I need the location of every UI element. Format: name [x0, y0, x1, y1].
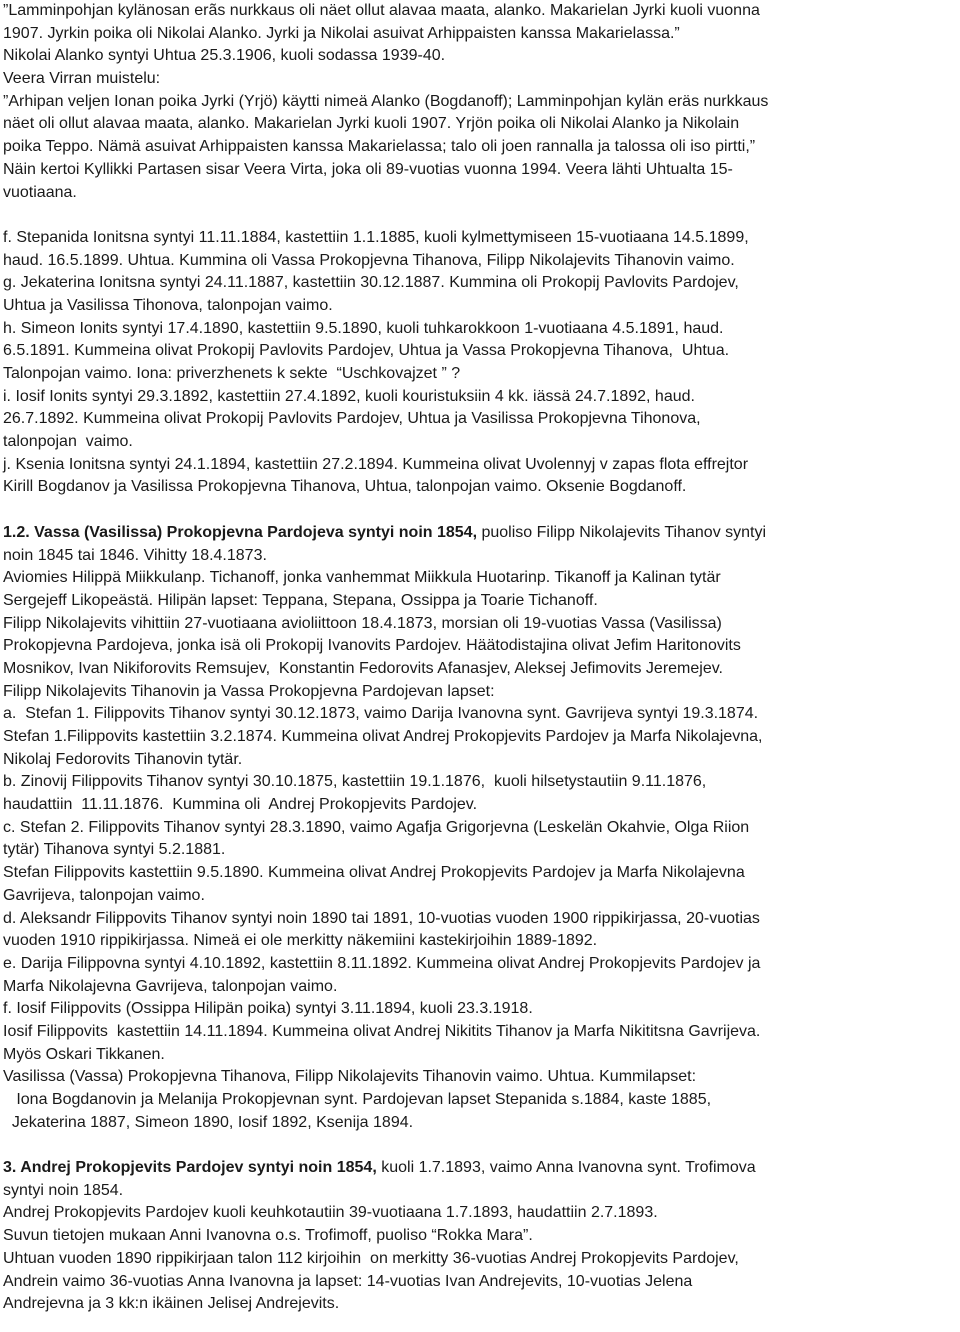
text-line [3, 862, 957, 885]
line-text: b. Zinovij Filippovits Tihanov syntyi 30.10.1875, kastettiin 19.1.1876, kuoli hilsetystautiin 9.11.1876, [3, 773, 707, 791]
line-text: 1907. Jyrkin poika oli Nikolai Alanko. Jyrki ja Nikolai asuivat Arhippaisten kanssa Makarielassa.” [3, 24, 680, 42]
line-text: Andrein vaimo 36-vuotias Anna Ivanovna ja lapset: 14-vuotias Ivan Andrejevits, 10-vuotias Jelena [3, 1272, 693, 1290]
text-line [3, 567, 957, 590]
text-line [3, 295, 957, 318]
line-text: Nikolaj Fedorovits Tihanovin tytär. [3, 750, 243, 768]
line-text: f. Iosif Filippovits (Ossippa Hilipän poika) syntyi 3.11.1894, kuoli 23.3.1918. [3, 1000, 533, 1018]
text-line [3, 998, 957, 1021]
text-line [3, 1089, 957, 1112]
text-line [3, 386, 957, 409]
line-text: Iona Bogdanovin ja Melanija Prokopjevnan synt. Pardojevan lapset Stepanida s.1884, kaste 1885, [3, 1091, 712, 1108]
line-text: Näin kertoi Kyllikki Partasen sisar Veera Virta, joka oli 89-vuotias vuonna 1994. Veera lähti Uhtualta 15- [3, 160, 733, 178]
text-line [3, 476, 957, 499]
line-text: Filipp Nikolajevits Tihanovin ja Vassa Prokopjevna Pardojevan lapset: [3, 682, 495, 700]
line-text: f. Stepanida Ionitsna syntyi 11.11.1884, kastettiin 1.1.1885, kuoli kylmettymiseen 15-vuotiaana 14.5.1899, [3, 228, 749, 246]
line-text: Nikolai Alanko syntyi Uhtua 25.3.1906, kuoli sodassa 1939-40. [3, 47, 446, 65]
line-text: h. Simeon Ionits syntyi 17.4.1890, kastettiin 9.5.1890, kuoli tuhkarokkoon 1-vuotiaana 4.5.1891, haud. [3, 319, 724, 337]
text-line [3, 749, 957, 772]
text-line [3, 45, 957, 68]
text-line [3, 272, 957, 295]
line-text: Iosif Filippovits kastettiin 14.11.1894. Kummeina olivat Andrej Nikitits Tihanov ja Marfa Nikititsna Gavrijeva. [3, 1022, 761, 1040]
text-line [3, 227, 957, 250]
text-line [3, 1202, 957, 1225]
line-text: Filipp Nikolajevits vihittiin 27-vuotiaana avioliittoon 18.4.1873, morsian oli 19-vuotias Vassa (Vasilissa) [3, 614, 722, 632]
text-line [3, 1066, 957, 1089]
text-line [3, 340, 957, 363]
line-text: ”Arhipan veljen Ionan poika Jyrki (Yrjö) käytti nimeä Alanko (Bogdanoff); Lamminpohjan kylän eräs nurkkaus [3, 92, 769, 110]
line-text: haud. 16.5.1899. Uhtua. Kummina oli Vassa Prokopjevna Tihanova, Filipp Nikolajevits Tihanovin vaimo. [3, 251, 735, 269]
text-line [3, 113, 957, 136]
line-text: noin 1845 tai 1846. Vihitty 18.4.1873. [3, 546, 267, 564]
line-text: poika Teppo. Nämä asuivat Arhippaisten kanssa Makarielassa; talo oli joen rannalla ja talossa oli iso pirtti,” [3, 138, 756, 156]
text-line [3, 431, 957, 454]
line-text: i. Iosif Ionits syntyi 29.3.1892, kastettiin 27.4.1892, kuoli kouristuksiin 4 kk. iässä 24.7.1892, haud. [3, 387, 695, 405]
text-line [3, 408, 957, 431]
line-text: 6.5.1891. Kummeina olivat Prokopij Pavlovits Pardojev, Uhtua ja Vassa Prokopjevna Tihanova, Uhtua. [3, 342, 730, 360]
document-page [3, 0, 957, 1316]
text-line [3, 1021, 957, 1044]
line-text: Veera Virran muistelu: [3, 70, 161, 88]
text-line [3, 703, 957, 726]
line-text: talonpojan vaimo. [3, 433, 133, 451]
text-line [3, 726, 957, 749]
text-line [3, 658, 957, 681]
line-text: d. Aleksandr Filippovits Tihanov syntyi noin 1890 tai 1891, 10-vuotias vuoden 1900 rippikirjassa, 20-vuotias [3, 909, 760, 927]
text-line [3, 1248, 957, 1271]
text-line [3, 885, 957, 908]
text-line [3, 363, 957, 386]
line-text: Uhtua ja Vasilissa Tihonova, talonpojan vaimo. [3, 296, 333, 314]
text-line [3, 839, 957, 862]
line-text: e. Darija Filippovna syntyi 4.10.1892, kastettiin 8.11.1892. Kummeina olivat Andrej Prokopjevits Pardojev ja [3, 954, 761, 972]
text-line [3, 1157, 957, 1180]
line-text: Suvun tietojen mukaan Anni Ivanovna o.s. Trofimoff, puoliso “Rokka Mara”. [3, 1227, 533, 1245]
line-text: Talonpojan vaimo. Iona: priverzhenets k sekte “Uschkovajzet ” ? [3, 365, 461, 382]
line-text: kuoli 1.7.1893, vaimo Anna Ivanovna synt. Trofimova [376, 1159, 756, 1177]
line-text: Aviomies Hilippä Miikkulanp. Tichanoff, jonka vanhemmat Miikkula Huotarinp. Tikanoff ja Kalinan tytär [3, 569, 721, 587]
text-line [3, 908, 957, 931]
text-line [3, 1112, 957, 1135]
text-line [3, 1293, 957, 1316]
line-text: g. Jekaterina Ionitsna syntyi 24.11.1887, kastettiin 30.12.1887. Kummina oli Prokopij Pavlovits Pardojev, [3, 274, 739, 292]
text-line [3, 930, 957, 953]
line-text: Marfa Nikolajevna Gavrijeva, talonpojan vaimo. [3, 977, 338, 995]
text-line [3, 182, 957, 205]
text-line [3, 1044, 957, 1067]
line-text: Jekaterina 1887, Simeon 1890, Iosif 1892, Ksenija 1894. [3, 1113, 414, 1131]
text-line [3, 590, 957, 613]
line-text: puoliso Filipp Nikolajevits Tihanov syntyi [477, 523, 767, 541]
blank-line [3, 499, 957, 522]
line-text: Gavrijeva, talonpojan vaimo. [3, 886, 205, 904]
text-line [3, 771, 957, 794]
line-text: Mosnikov, Ivan Nikiforovits Remsujev, Konstantin Fedorovits Afanasjev, Aleksej Jefimovits Jeremejev. [3, 659, 723, 677]
line-text: Kirill Bogdanov ja Vasilissa Prokopjevna Tihanova, Uhtua, talonpojan vaimo. Oksenie Bogdanoff. [3, 478, 687, 496]
text-line [3, 545, 957, 568]
text-line [3, 817, 957, 840]
text-line [3, 1180, 957, 1203]
line-text: Myös Oskari Tikkanen. [3, 1045, 165, 1063]
text-line [3, 1225, 957, 1248]
bold-heading: 1.2. Vassa (Vasilissa) Prokopjevna Pardojeva syntyi noin 1854, [3, 523, 478, 541]
line-text: j. Ksenia Ionitsna syntyi 24.1.1894, kastettiin 27.2.1894. Kummeina olivat Uvolennyj v zapas flota effrejtor [3, 455, 749, 473]
text-line [3, 250, 957, 273]
text-line [3, 953, 957, 976]
line-text: näet oli ollut alavaa maata, alanko. Makarielan Jyrki kuoli 1907. Yrjön poika oli Nikolai Alanko ja Nikolain [3, 115, 740, 133]
text-line [3, 136, 957, 159]
text-line [3, 976, 957, 999]
text-line [3, 454, 957, 477]
text-line [3, 1271, 957, 1294]
line-text: tytär) Tihanova syntyi 5.2.1881. [3, 841, 226, 859]
bold-heading: 3. Andrej Prokopjevits Pardojev syntyi noin 1854, [3, 1159, 377, 1177]
text-line [3, 0, 957, 23]
line-text: a. Stefan 1. Filippovits Tihanov syntyi 30.12.1873, vaimo Darija Ivanovna synt. Gavrijeva syntyi 19.3.1874. [3, 705, 759, 723]
text-line [3, 522, 957, 545]
line-text: vuoden 1910 rippikirjassa. Nimeä ei ole merkitty näkemiini kastekirjoihin 1889-1892. [3, 932, 598, 950]
text-line [3, 794, 957, 817]
line-text: ”Lamminpohjan kylänosan erãs nurkkaus oli näet ollut alavaa maata, alanko. Makarielan Jyrki kuoli vuonna [3, 2, 760, 19]
text-line [3, 68, 957, 91]
line-text: haudattiin 11.11.1876. Kummina oli Andrej Prokopjevits Pardojev. [3, 796, 478, 814]
blank-line [3, 204, 957, 227]
text-line [3, 23, 957, 46]
text-line [3, 613, 957, 636]
line-text: c. Stefan 2. Filippovits Tihanov syntyi 28.3.1890, vaimo Agafja Grigorjevna (Leskelän Okahvie, Olga Riion [3, 818, 750, 836]
line-text: Prokopjevna Pardojeva, jonka isä oli Prokopij Ivanovits Pardojev. Häätodistajina olivat Jefim Haritonovits [3, 637, 741, 655]
line-text: Stefan 1.Filippovits kastettiin 3.2.1874. Kummeina olivat Andrej Prokopjevits Pardojev ja Marfa Nikolajevna, [3, 728, 763, 745]
line-text: Vasilissa (Vassa) Prokopjevna Tihanova, Filipp Nikolajevits Tihanovin vaimo. Uhtua. Kummilapset: [3, 1068, 697, 1086]
text-line [3, 159, 957, 182]
line-text: syntyi noin 1854. [3, 1181, 124, 1199]
line-text: Stefan Filippovits kastettiin 9.5.1890. Kummeina olivat Andrej Prokopjevits Pardojev ja Marfa Nikolajevna [3, 864, 745, 882]
blank-line [3, 1134, 957, 1157]
text-line [3, 635, 957, 658]
text-line [3, 91, 957, 114]
line-text: Uhtuan vuoden 1890 rippikirjaan talon 112 kirjoihin on merkitty 36-vuotias Andrej Prokopjevits Pardojev, [3, 1249, 739, 1267]
line-text: 26.7.1892. Kummeina olivat Prokopij Pavlovits Pardojev, Uhtua ja Vasilissa Prokopjevna Tihonova, [3, 410, 701, 428]
line-text: Sergejeff Likopeästä. Hilipän lapset: Teppana, Stepana, Ossippa ja Toarie Tichanoff. [3, 591, 598, 609]
line-text: Andrej Prokopjevits Pardojev kuoli keuhkotautiin 39-vuotiaana 1.7.1893, haudattiin 2.7.1893. [3, 1204, 658, 1222]
text-line [3, 681, 957, 704]
line-text: vuotiaana. [3, 183, 77, 201]
text-line [3, 318, 957, 341]
line-text: Andrejevna ja 3 kk:n ikäinen Jelisej Andrejevits. [3, 1295, 340, 1313]
